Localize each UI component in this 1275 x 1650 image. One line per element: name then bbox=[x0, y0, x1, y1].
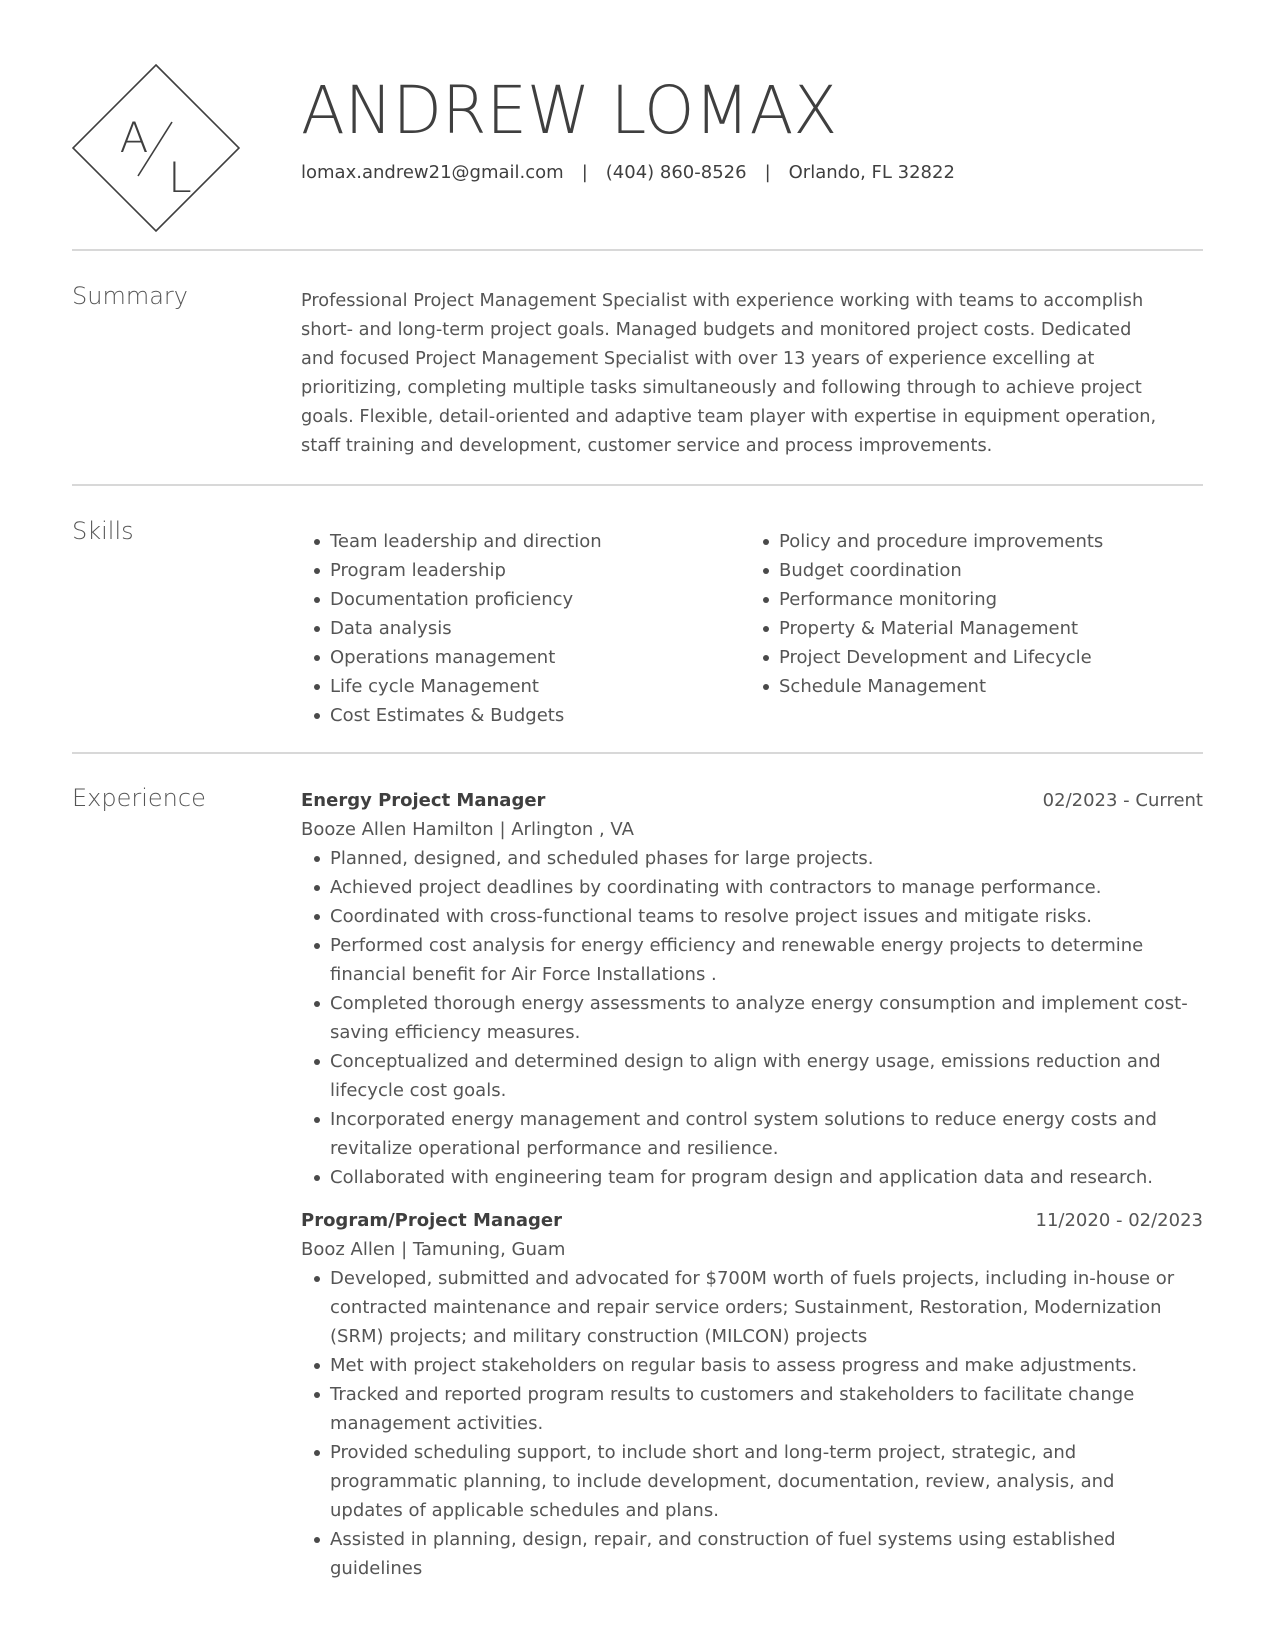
job-bullet: Provided scheduling support, to include short and long-term project, strategic, and programmatic planning, to include development, documentation, review, analysis, and updates of applicable schedules and plans. bbox=[301, 1438, 1191, 1525]
skill-item: Life cycle Management bbox=[301, 672, 602, 701]
job-bullet: Tracked and reported program results to customers and stakeholders to facilitate change management activities. bbox=[301, 1380, 1191, 1438]
job-bullet: Incorporated energy management and control system solutions to reduce energy costs and revitalize operational performance and resilience. bbox=[301, 1105, 1191, 1163]
skill-item: Schedule Management bbox=[750, 672, 1103, 701]
section-divider bbox=[72, 752, 1203, 754]
skill-item: Performance monitoring bbox=[750, 585, 1103, 614]
job-bullet: Met with project stakeholders on regular basis to assess progress and make adjustments. bbox=[301, 1351, 1191, 1380]
skill-item: Program leadership bbox=[301, 556, 602, 585]
job-bullet: Developed, submitted and advocated for $700M worth of fuels projects, including in-house or contracted maintenance and repair service orders; Sustainment, Restoration, Modernization (SRM) projects; and military construction (MILCON) projects bbox=[301, 1264, 1191, 1351]
email-link[interactable]: lomax.andrew21@gmail.com bbox=[301, 162, 564, 183]
skills-list-left bbox=[301, 527, 602, 730]
phone-number[interactable]: (404) 860-8526 bbox=[605, 162, 747, 183]
job-company: Booz Allen | Tamuning, Guam bbox=[301, 1239, 566, 1260]
job-title: Program/Project Manager bbox=[301, 1210, 563, 1231]
job-title: Energy Project Manager bbox=[301, 790, 546, 811]
section-divider bbox=[72, 249, 1203, 251]
job-bullets bbox=[301, 844, 1191, 1192]
skills-list-right bbox=[750, 527, 1103, 701]
job-bullet: Collaborated with engineering team for program design and application data and research. bbox=[301, 1163, 1191, 1192]
job-bullet: Conceptualized and determined design to align with energy usage, emissions reduction and lifecycle cost goals. bbox=[301, 1047, 1191, 1105]
candidate-name: ANDREW LOMAX bbox=[301, 72, 838, 149]
contact-line bbox=[301, 162, 955, 183]
job-bullet: Achieved project deadlines by coordinating with contractors to manage performance. bbox=[301, 873, 1191, 902]
contact-separator: | bbox=[764, 162, 771, 183]
job-bullet: Planned, designed, and scheduled phases for large projects. bbox=[301, 844, 1191, 873]
skill-item: Budget coordination bbox=[750, 556, 1103, 585]
job-header bbox=[301, 1206, 1203, 1235]
monogram-letter-second: L bbox=[168, 153, 192, 202]
location: Orlando, FL 32822 bbox=[788, 162, 955, 183]
skill-item: Documentation proficiency bbox=[301, 585, 602, 614]
job-bullet: Coordinated with cross-functional teams to resolve project issues and mitigate risks. bbox=[301, 902, 1191, 931]
job-dates: 11/2020 - 02/2023 bbox=[1035, 1210, 1203, 1231]
monogram-diamond-icon bbox=[72, 64, 240, 232]
job-header bbox=[301, 786, 1203, 815]
skill-item: Project Development and Lifecycle bbox=[750, 643, 1103, 672]
job-bullet: Performed cost analysis for energy efficiency and renewable energy projects to determine financial benefit for Air Force Installations . bbox=[301, 931, 1191, 989]
skill-item: Team leadership and direction bbox=[301, 527, 602, 556]
job-bullet: Completed thorough energy assessments to analyze energy consumption and implement cost-saving efficiency measures. bbox=[301, 989, 1191, 1047]
job-bullets bbox=[301, 1264, 1191, 1583]
job-company: Booze Allen Hamilton | Arlington , VA bbox=[301, 819, 634, 840]
monogram-letter-first: A bbox=[119, 113, 149, 162]
skill-item: Property & Material Management bbox=[750, 614, 1103, 643]
job-entry bbox=[301, 786, 1203, 1192]
job-entry bbox=[301, 1206, 1203, 1583]
job-dates: 02/2023 - Current bbox=[1042, 790, 1203, 811]
skill-item: Policy and procedure improvements bbox=[750, 527, 1103, 556]
job-bullet: Assisted in planning, design, repair, and construction of fuel systems using established guidelines bbox=[301, 1525, 1191, 1583]
skill-item: Data analysis bbox=[301, 614, 602, 643]
summary-heading: Summary bbox=[72, 282, 188, 310]
section-divider bbox=[72, 484, 1203, 486]
experience-heading: Experience bbox=[72, 784, 206, 812]
contact-separator: | bbox=[581, 162, 588, 183]
skill-item: Operations management bbox=[301, 643, 602, 672]
skills-heading: Skills bbox=[72, 517, 134, 545]
skill-item: Cost Estimates & Budgets bbox=[301, 701, 602, 730]
monogram-logo bbox=[72, 64, 240, 232]
summary-text: Professional Project Management Specialist with experience working with teams to accomplish short- and long-term project goals. Managed budgets and monitored project costs. Dedicated and focused Project Management Specialist with over 13 years of experience excelling at prioritizing, completing multiple tasks simultaneously and following through to achieve project goals. Flexible, detail-oriented and adaptive team player with expertise in equipment operation, staff training and development, customer service and process improvements. bbox=[301, 290, 1157, 456]
